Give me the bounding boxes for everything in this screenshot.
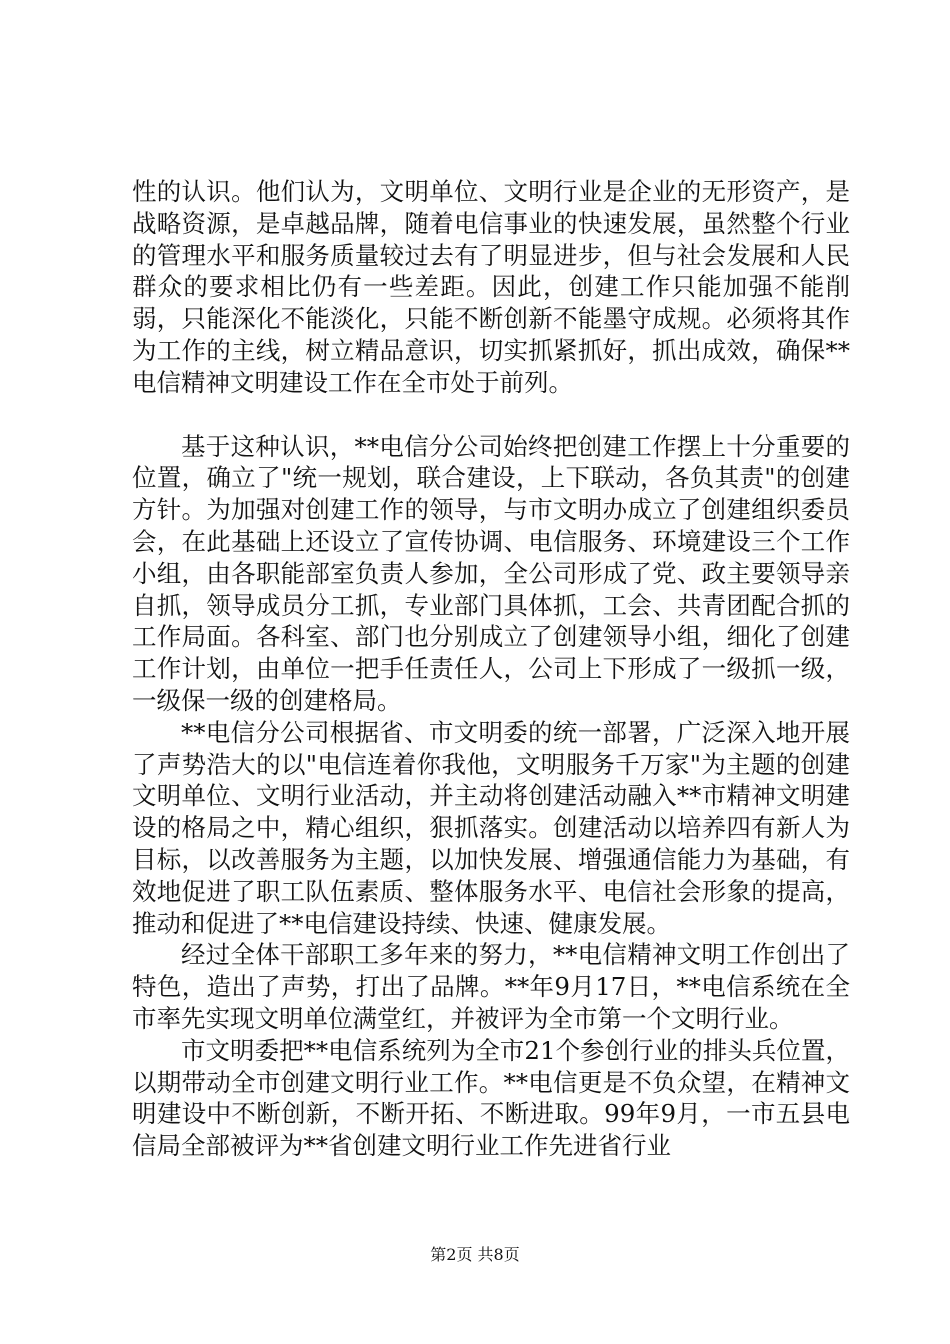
paragraph-4: 经过全体干部职工多年来的努力，**电信精神文明工作创出了特色，造出了声势，打出了品牌。**年9月17日，**电信系统在全市率先实现文明单位满堂红，并被评为全市第一个文明行业。 xyxy=(132,940,850,1033)
paragraph-3: **电信分公司根据省、市文明委的统一部署，广泛深入地开展了声势浩大的以"电信连着你我他，文明服务千万家"为主题的创建文明单位、文明行业活动，并主动将创建活动融入**市精神文明建设的格局之中，精心组织，狠抓落实。创建活动以培养四有新人为目标，以改善服务为主题，以加快发展、增强通信能力为基础，有效地促进了职工队伍素质、整体服务水平、电信社会形象的提高，推动和促进了**电信建设持续、快速、健康发展。 xyxy=(132,717,850,938)
paragraph-1: 性的认识。他们认为，文明单位、文明行业是企业的无形资产，是战略资源，是卓越品牌，随着电信事业的快速发展，虽然整个行业的管理水平和服务质量较过去有了明显进步，但与社会发展和人民群众的要求相比仍有一些差距。因此，创建工作只能加强不能削弱，只能深化不能淡化，只能不断创新不能墨守成规。必须将其作为工作的主线，树立精品意识，切实抓紧抓好，抓出成效，确保**电信精神文明建设工作在全市处于前列。 xyxy=(132,177,850,397)
paragraph-2: 基于这种认识，**电信分公司始终把创建工作摆上十分重要的位置，确立了"统一规划，联合建设，上下联动，各负其责"的创建方针。为加强对创建工作的领导，与市文明办成立了创建组织委员会，在此基础上还设立了宣传协调、电信服务、环境建设三个工作小组，由各职能部室负责人参加，全公司形成了党、政主要领导亲自抓，领导成员分工抓，专业部门具体抓，工会、共青团配合抓的工作局面。各科室、部门也分别成立了创建领导小组，细化了创建工作计划，由单位一把手任责任人，公司上下形成了一级抓一级，一级保一级的创建格局。 xyxy=(132,431,850,715)
page-footer: 第2页 共8页 xyxy=(430,1245,520,1264)
document-body xyxy=(132,176,850,1162)
paragraph-5: 市文明委把**电信系统列为全市21个参创行业的排头兵位置，以期带动全市创建文明行业工作。**电信更是不负众望，在精神文明建设中不断创新，不断开拓、不断进取。99年9月，一市五县电信局全部被评为**省创建文明行业工作先进省行业 xyxy=(132,1035,850,1161)
